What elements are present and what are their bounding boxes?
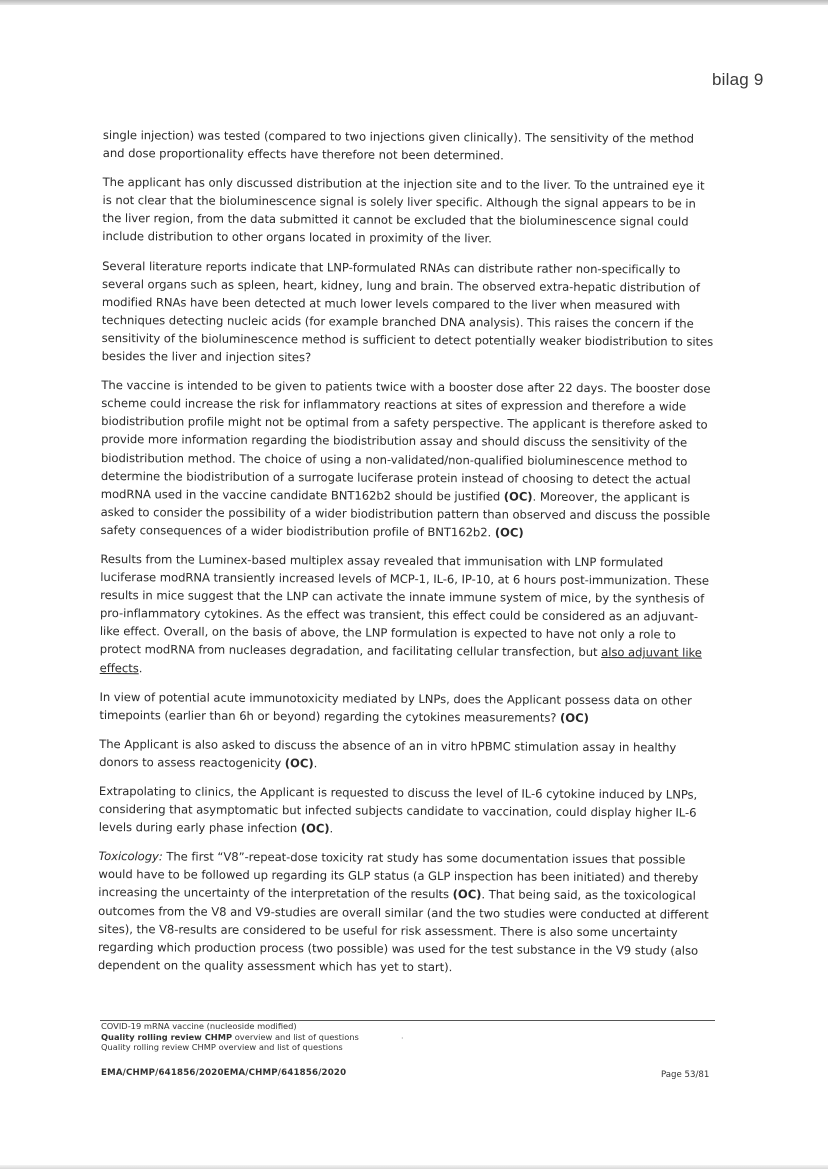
oc-marker: (OC)	[452, 887, 482, 902]
paragraph	[102, 257, 715, 369]
paragraph	[100, 376, 713, 543]
oc-marker: (OC)	[300, 821, 330, 836]
paragraph	[98, 847, 711, 977]
paragraph-text: In view of potential acute immunotoxicity mediated by LNPs, does the Applicant possess data on other timepoints (earlier than 6h or beyond) regarding the cytokines measurements?	[99, 689, 692, 725]
footer-dot: ·	[401, 1034, 404, 1043]
paragraph-text: The first “V8”-repeat-dose toxicity rat study has some documentation issues that possible would have to be followed up regarding its GLP status (a GLP inspection has been initiated) and thereby increasing the uncertainty of the interpretation of the results	[98, 849, 699, 902]
document-body	[98, 126, 715, 989]
paragraph	[99, 735, 711, 775]
oc-marker: (OC)	[494, 525, 524, 540]
paragraph	[99, 782, 711, 840]
paragraph-text: The vaccine is intended to be given to patients twice with a booster dose after 22 days. The booster dose scheme could increase the risk for inflammatory reactions at sites of expression and therefore a wide biodistribution profile might not be optimal from a safety perspective. The applicant is therefore asked to provide more information regarding the biodistribution assay and should discuss the sensitivity of the biodistribution method. The choice of using a non-validated/non-qualified bioluminescence method to determine the biodistribution of a surrogate luciferase protein instead of choosing to detect the actual modRNA used in the vaccine candidate BNT162b2 should be justified	[100, 378, 711, 504]
paragraph-text: .	[329, 821, 334, 836]
paragraph-text: Extrapolating to clinics, the Applicant is requested to discuss the level of IL-6 cytokine induced by LNPs, considering that asymptomatic but infected subjects candidate to vaccination, could display higher IL-6 levels during early phase infection	[98, 783, 698, 836]
footer-subtitle-line: Quality rolling review CHMP overview and list of questions	[101, 1042, 343, 1053]
section-label: Toxicology:	[98, 849, 163, 864]
paragraph-text: .	[138, 660, 143, 675]
paragraph-text: Several literature reports indicate that LNP-formulated RNAs can distribute rather non-specifically to several organs such as spleen, heart, kidney, lung and brain. The observed extra-hepatic distribution of modified RNAs have been detected at much lower levels compared to the liver when measured with techniques detecting nucleic acids (for example branched DNA analysis). This raises the concern if the sensitivity of the bioluminescence method is sufficient to detect potentially weaker biodistribution to sites besides the liver and injection sites?	[101, 258, 714, 365]
underlined-text: also adjuvant like effects	[99, 645, 702, 675]
annex-stamp: bilag 9	[712, 70, 764, 89]
footer-title-bold: Quality rolling review CHMP	[101, 1031, 233, 1042]
paragraph	[99, 688, 711, 728]
oc-marker: (OC)	[503, 489, 533, 504]
paragraph-text: . Moreover, the applicant is asked to consider the possibility of a wider biodistribution pattern than observed and discuss the possible safety consequences of a wider biodistribution profile of BNT162b2.	[100, 489, 711, 540]
paragraph-text: The Applicant is also asked to discuss the absence of an in vitro hPBMC stimulation assay in healthy donors to assess reactogenicity	[99, 736, 677, 771]
footer-product-line: COVID-19 mRNA vaccine (nucleoside modified)	[101, 1021, 297, 1031]
oc-marker: (OC)	[284, 756, 314, 771]
page-number: Page 53/81	[661, 1070, 710, 1080]
paragraph-text: Results from the Luminex-based multiplex assay revealed that immunisation with LNP formulated luciferase modRNA transiently increased levels of MCP-1, IL-6, IP-10, at 6 hours post-immunization. These results in mice suggest that the LNP can activate the innate immune system of mice, by the synthesis of pro-inflammatory cytokines. As the effect was transient, this effect could be considered as an adjuvant-like effect. Overall, on the basis of above, the LNP formulation is expected to have not only a role to protect modRNA from nucleases degradation, and facilitating cellular transfection, but	[99, 551, 710, 660]
oc-marker: (OC)	[560, 710, 589, 725]
document-reference: EMA/CHMP/641856/2020EMA/CHMP/641856/2020	[101, 1068, 347, 1078]
paragraph-text: .	[313, 756, 318, 771]
paragraph-text: single injection) was tested (compared to two injections given clinically). The sensitivity of the method and dose proportionality effects have therefore not been determined.	[102, 127, 694, 163]
footer-title-line	[101, 1032, 359, 1043]
scan-bottom-edge	[0, 1165, 828, 1169]
paragraph	[102, 173, 714, 249]
paragraph-text: . That being said, as the toxicological outcomes from the V8 and V9-studies are overall similar (and the two studies were conducted at different sites), the V8-results are considered to be useful for risk assessment. There is also some uncertainty regarding which production process (two possible) was used for the test substance in the V9 study (also dependent on the quality assessment which has yet to start).	[97, 887, 709, 974]
paragraph	[100, 550, 713, 680]
footer	[101, 1021, 359, 1053]
scan-top-edge	[0, 0, 828, 5]
paragraph	[103, 126, 715, 166]
paragraph-text: The applicant has only discussed distribution at the injection site and to the liver. To the untrained eye it is not clear that the bioluminescence signal is solely liver specific. Although the signal appears to be in the liver region, from the data submitted it cannot be excluded that the bioluminescence signal could include distribution to other organs located in proximity of the liver.	[102, 175, 705, 246]
footer-title-rest: overview and list of questions	[232, 1031, 359, 1042]
